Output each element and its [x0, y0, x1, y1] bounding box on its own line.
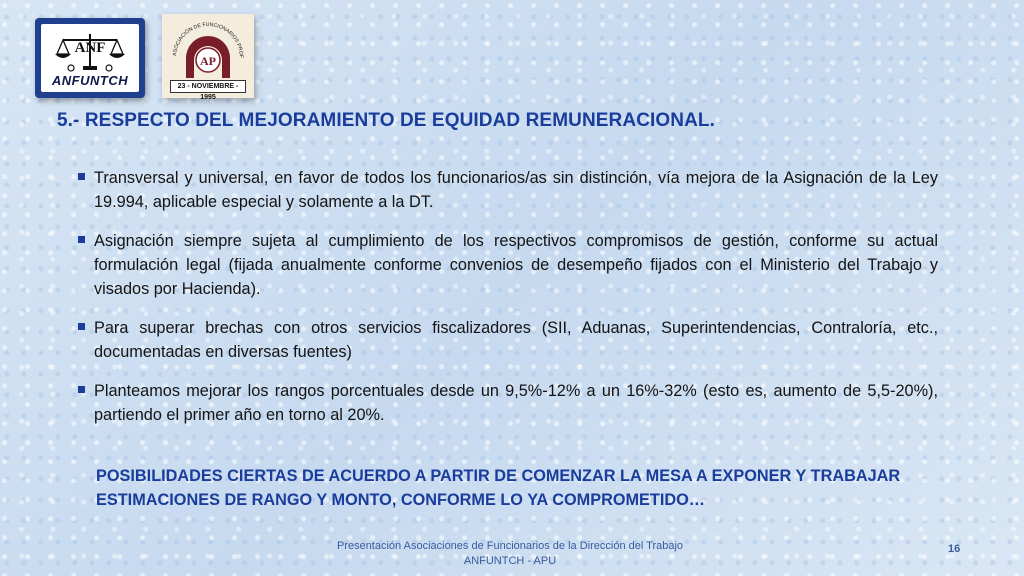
footer-line-2: ANFUNTCH - APU	[463, 555, 557, 567]
anfuntch-label: ANFUNTCH	[45, 72, 135, 90]
bullet-text: Para superar brechas con otros servicios fiscalizadores (SII, Aduanas, Superintendencias, Contraloría, etc., documentadas en diversas fuentes)	[94, 319, 938, 361]
bullet-text: Asignación siempre sujeta al cumplimiento de los respectivos compromisos de gestión, conforme su actual formulación legal (fijada anualmente conforme convenios de desempeño fijados con el Ministerio del Trabajo y visados por Hacienda).	[94, 232, 938, 298]
square-bullet-icon	[78, 173, 85, 180]
svg-text:ANF: ANF	[74, 40, 106, 56]
bullet-item	[74, 166, 938, 214]
page-number: 16	[948, 543, 961, 555]
bullet-item	[74, 229, 938, 301]
square-bullet-icon	[78, 386, 85, 393]
seal-date-banner: 23 - NOVIEMBRE - 1995	[170, 80, 246, 93]
bullet-item	[74, 316, 938, 364]
square-bullet-icon	[78, 323, 85, 330]
bullet-list	[74, 166, 938, 442]
bullet-text: Planteamos mejorar los rangos porcentuales desde un 9,5%-12% a un 16%-32% (esto es, aumento de 5,5-20%), partiendo el primer año en torno al 20%.	[94, 382, 938, 424]
closing-statement: POSIBILIDADES CIERTAS DE ACUERDO A PARTIR DE COMENZAR LA MESA A EXPONER Y TRABAJAR ESTIMACIONES DE RANGO Y MONTO, CONFORME LO YA COMPROMETIDO…	[96, 467, 901, 509]
footer	[300, 539, 720, 569]
square-bullet-icon	[78, 236, 85, 243]
bullet-text: Transversal y universal, en favor de todos los funcionarios/as sin distinción, vía mejora de la Asignación de la Ley 19.994, aplicable especial y solamente a la DT.	[94, 169, 938, 211]
svg-text:AP: AP	[200, 54, 216, 68]
anfuntch-logo	[35, 18, 145, 98]
svg-text:ASOCIACIÓN DE FUNCIONARIOS PRO: ASOCIACIÓN DE FUNCIONARIOS PROF	[172, 21, 245, 59]
slide-title: 5.- RESPECTO DEL MEJORAMIENTO DE EQUIDAD REMUNERACIONAL.	[57, 110, 716, 131]
apu-seal-logo	[162, 14, 254, 101]
footer-line-1: Presentación Asociaciones de Funcionarios de la Dirección del Trabajo	[336, 540, 684, 552]
bullet-item	[74, 379, 938, 427]
